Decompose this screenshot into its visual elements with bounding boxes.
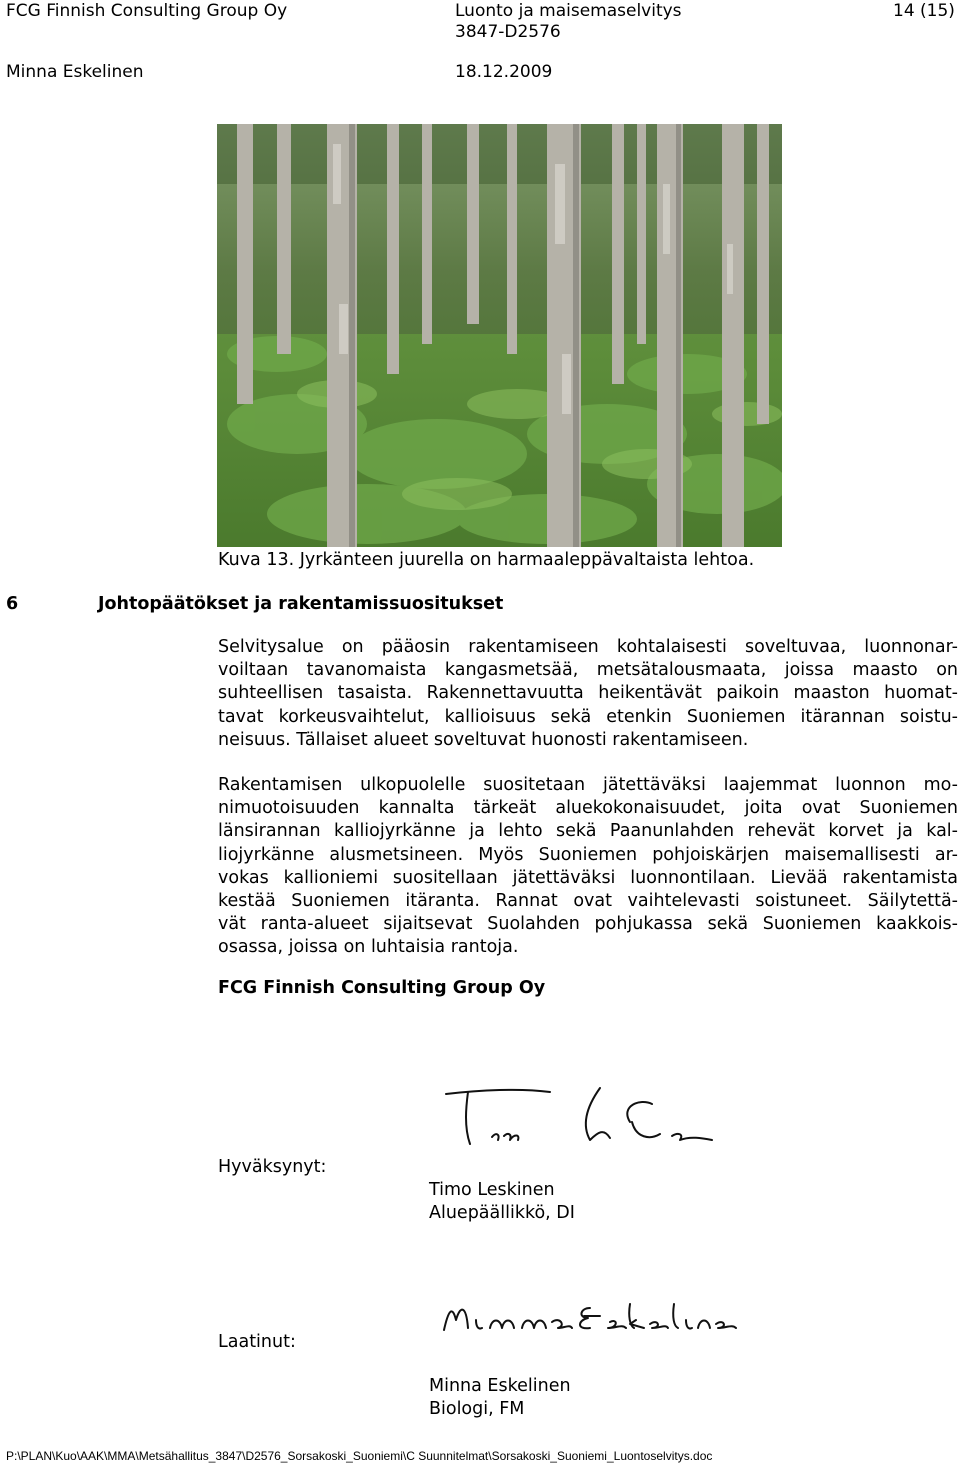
header-report-title: Luonto ja maisemaselvitys <box>455 1 682 21</box>
paragraph-2-line: kestää Suoniemen itäranta. Rannat ovat vaihtelevasti soistuneet. Säilytettä- <box>218 891 958 912</box>
paragraph-2 <box>218 774 958 960</box>
paragraph-2-line: vokas kallioniemi suositellaan jätettäväksi luonnontilaan. Lievää rakentamista <box>218 867 958 888</box>
preparer-title: Biologi, FM <box>429 1399 525 1419</box>
paragraph-2-line: nimuotoisuuden kannalta tärkeät aluekokonaisuudet, joita ovat Suoniemen <box>218 798 958 819</box>
approver-signature <box>440 1082 720 1152</box>
forest-photo <box>217 124 782 547</box>
paragraph-2-line: Rakentamisen ulkopuolelle suositetaan jätettäväksi laajemmat luonnon mo- <box>218 775 958 795</box>
header-date: 18.12.2009 <box>455 62 553 82</box>
paragraph-2-line: länsirannan kalliojyrkänne ja lehto sekä Paanunlahden rehevät korvet ja kal- <box>218 821 958 842</box>
figure-caption: Kuva 13. Jyrkänteen juurella on harmaaleppävaltaista lehtoa. <box>218 550 755 570</box>
header-page-number: 14 (15) <box>893 1 955 21</box>
section-title: Johtopäätökset ja rakentamissuositukset <box>98 594 504 614</box>
paragraph-1-line: tavat korkeusvaihtelut, kallioisuus sekä etenkin Suoniemen itärannan soistu- <box>218 706 958 727</box>
paragraph-1-line: Selvitysalue on pääosin rakentamiseen kohtalaisesti soveltuvaa, luonnonar- <box>218 637 958 657</box>
paragraph-1 <box>218 636 958 752</box>
preparer-signature <box>440 1298 740 1338</box>
header-project-code: 3847-D2576 <box>455 22 561 42</box>
paragraph-1-line: voiltaan tavanomaista kangasmetsää, metsätalousmaata, joissa maasto on <box>218 660 958 681</box>
signoff-company: FCG Finnish Consulting Group Oy <box>218 978 546 998</box>
section-number: 6 <box>6 594 19 614</box>
paragraph-2-line: liojyrkänne alusmetsineen. Myös Suoniemen pohjoiskärjen maisemallisesti ar- <box>218 844 958 865</box>
preparer-name: Minna Eskelinen <box>429 1376 571 1396</box>
paragraph-2-line: osassa, joissa on luhtaisia rantoja. <box>218 937 519 958</box>
approver-title: Aluepäällikkö, DI <box>429 1203 575 1223</box>
approver-name: Timo Leskinen <box>429 1180 555 1200</box>
footer-file-path: P:\PLAN\Kuo\AAK\MMA\Metsähallitus_3847\D2576_Sorsakoski_Suoniemi\C Suunnitelmat\Sorsakoski_Suoniemi_Luontoselvitys.doc <box>6 1449 713 1463</box>
header-author: Minna Eskelinen <box>6 62 144 82</box>
forest-photo-illustration <box>217 124 782 547</box>
approved-label: Hyväksynyt: <box>218 1157 327 1177</box>
prepared-label: Laatinut: <box>218 1332 296 1352</box>
paragraph-2-line: vät ranta-alueet sijaitsevat Suolahden pohjukassa sekä Suoniemen kaakkois- <box>218 914 958 935</box>
paragraph-1-line: suhteellisen tasaista. Rakennettavuutta heikentävät paikoin maaston huomat- <box>218 683 958 704</box>
header-company: FCG Finnish Consulting Group Oy <box>6 1 288 21</box>
paragraph-1-line: neisuus. Tällaiset alueet soveltuvat huonosti rakentamiseen. <box>218 729 749 750</box>
